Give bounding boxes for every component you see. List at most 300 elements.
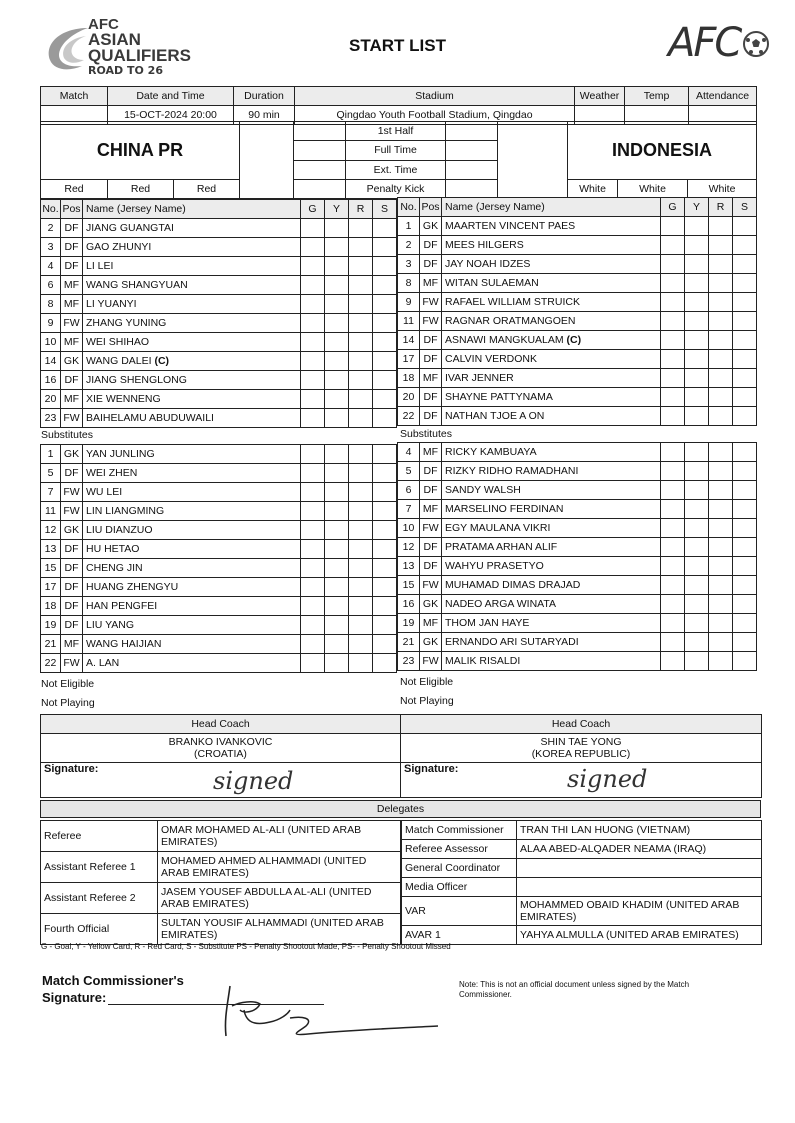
substitute-cell xyxy=(733,350,757,369)
player-name: WEI ZHEN xyxy=(83,464,301,483)
player-position: GK xyxy=(61,521,83,540)
player-position: DF xyxy=(61,540,83,559)
goal-cell xyxy=(301,559,325,578)
yellow-card-cell xyxy=(685,614,709,633)
fourth-official-role: Fourth Official xyxy=(41,914,158,945)
home-signature-label: Signature: xyxy=(44,763,99,775)
player-position: GK xyxy=(61,445,83,464)
substitute-cell xyxy=(733,633,757,652)
player-row xyxy=(398,462,757,481)
home-signature: signed xyxy=(213,767,294,795)
red-card-cell xyxy=(709,236,733,255)
player-number: 19 xyxy=(398,614,420,633)
player-name: MARSELINO FERDINAN xyxy=(442,500,661,519)
red-card-cell xyxy=(349,276,373,295)
player-number: 21 xyxy=(398,633,420,652)
player-row xyxy=(398,293,757,312)
red-card-cell xyxy=(709,538,733,557)
player-name: YAN JUNLING xyxy=(83,445,301,464)
assistant-referee-2-name: JASEM YOUSEF ABDULLA AL-ALI (UNITED ARAB EMIRATES) xyxy=(158,883,401,914)
goal-cell xyxy=(301,616,325,635)
football-icon xyxy=(742,30,770,58)
player-name: WITAN SULAEMAN xyxy=(442,274,661,293)
yellow-card-cell xyxy=(685,369,709,388)
goal-cell xyxy=(661,614,685,633)
player-position: FW xyxy=(420,652,442,671)
substitute-cell xyxy=(373,654,397,673)
away-head-coach-label: Head Coach xyxy=(401,715,762,734)
yellow-card-cell xyxy=(685,388,709,407)
substitute-cell xyxy=(373,483,397,502)
goal-cell xyxy=(301,333,325,352)
player-number: 8 xyxy=(41,295,61,314)
goal-cell xyxy=(301,390,325,409)
red-card-cell xyxy=(709,576,733,595)
goal-cell xyxy=(661,652,685,671)
player-number: 3 xyxy=(398,255,420,274)
player-position: MF xyxy=(61,295,83,314)
yellow-card-cell xyxy=(685,236,709,255)
player-row xyxy=(41,314,397,333)
player-name: A. LAN xyxy=(83,654,301,673)
player-number: 2 xyxy=(41,219,61,238)
red-card-cell xyxy=(709,614,733,633)
player-position: DF xyxy=(420,388,442,407)
goal-cell xyxy=(661,407,685,426)
substitute-cell xyxy=(373,635,397,654)
goal-cell xyxy=(661,595,685,614)
col-g: G xyxy=(661,198,685,217)
yellow-card-cell xyxy=(685,557,709,576)
player-number: 20 xyxy=(41,390,61,409)
col-attendance: Attendance xyxy=(689,87,757,106)
player-number: 22 xyxy=(41,654,61,673)
player-name: GAO ZHUNYI xyxy=(83,238,301,257)
player-name: HU HETAO xyxy=(83,540,301,559)
player-name: THOM JAN HAYE xyxy=(442,614,661,633)
home-signature-cell xyxy=(41,763,401,798)
player-position: DF xyxy=(420,331,442,350)
yellow-card-cell xyxy=(685,652,709,671)
player-name: WAHYU PRASETYO xyxy=(442,557,661,576)
referee-assessor-name: ALAA ABED-ALQADER NEAMA (IRAQ) xyxy=(517,840,762,859)
player-position: DF xyxy=(420,350,442,369)
substitute-cell xyxy=(733,331,757,350)
red-card-cell xyxy=(349,409,373,428)
col-match: Match xyxy=(41,87,108,106)
substitute-cell xyxy=(733,407,757,426)
away-coach-country: (KOREA REPUBLIC) xyxy=(531,748,631,760)
red-card-cell xyxy=(349,314,373,333)
referee-name: OMAR MOHAMED AL-ALI (UNITED ARAB EMIRATES) xyxy=(158,821,401,852)
yellow-card-cell xyxy=(325,409,349,428)
goal-cell xyxy=(661,217,685,236)
player-row xyxy=(41,276,397,295)
away-pk-score xyxy=(446,180,498,199)
red-card-cell xyxy=(709,557,733,576)
substitute-cell xyxy=(373,409,397,428)
player-row xyxy=(398,350,757,369)
red-card-cell xyxy=(709,500,733,519)
yellow-card-cell xyxy=(685,595,709,614)
player-number: 13 xyxy=(398,557,420,576)
substitute-cell xyxy=(373,464,397,483)
col-name: Name (Jersey Name) xyxy=(442,198,661,217)
goal-cell xyxy=(661,500,685,519)
player-name: WANG HAIJIAN xyxy=(83,635,301,654)
player-name: WU LEI xyxy=(83,483,301,502)
yellow-card-cell xyxy=(325,578,349,597)
home-ft-score xyxy=(294,141,346,160)
player-number: 5 xyxy=(398,462,420,481)
player-name: RAFAEL WILLIAM STRUICK xyxy=(442,293,661,312)
player-row xyxy=(41,616,397,635)
goal-cell xyxy=(661,633,685,652)
red-card-cell xyxy=(709,595,733,614)
match-info-table xyxy=(40,86,757,125)
player-row xyxy=(41,597,397,616)
player-name: XIE WENNENG xyxy=(83,390,301,409)
player-number: 23 xyxy=(41,409,61,428)
away-ft-score xyxy=(446,141,498,160)
col-no: No. xyxy=(41,200,61,219)
goal-cell xyxy=(301,371,325,390)
substitute-cell xyxy=(373,521,397,540)
goal-cell xyxy=(301,540,325,559)
home-half-score xyxy=(294,122,346,141)
yellow-card-cell xyxy=(685,217,709,236)
goal-cell xyxy=(301,483,325,502)
player-row xyxy=(398,576,757,595)
player-name: HAN PENGFEI xyxy=(83,597,301,616)
red-card-cell xyxy=(709,443,733,462)
player-position: DF xyxy=(420,481,442,500)
player-position: MF xyxy=(61,390,83,409)
player-number: 1 xyxy=(41,445,61,464)
home-head-coach-label: Head Coach xyxy=(41,715,401,734)
player-name: PRATAMA ARHAN ALIF xyxy=(442,538,661,557)
player-name: MUHAMAD DIMAS DRAJAD xyxy=(442,576,661,595)
red-card-cell xyxy=(709,217,733,236)
player-row xyxy=(398,538,757,557)
delegates-right-table xyxy=(401,820,762,945)
player-position: MF xyxy=(420,614,442,633)
media-officer-role: Media Officer xyxy=(402,878,517,897)
player-position: DF xyxy=(61,219,83,238)
referee-role: Referee xyxy=(41,821,158,852)
player-name: LI YUANYI xyxy=(83,295,301,314)
player-position: FW xyxy=(61,483,83,502)
away-substitutes-table xyxy=(397,442,757,671)
player-position: GK xyxy=(61,352,83,371)
goal-cell xyxy=(301,464,325,483)
player-row xyxy=(398,331,757,350)
assistant-referee-1-name: MOHAMED AHMED ALHAMMADI (UNITED ARAB EMIRATES) xyxy=(158,852,401,883)
player-position: DF xyxy=(61,578,83,597)
player-position: FW xyxy=(61,654,83,673)
player-name: IVAR JENNER xyxy=(442,369,661,388)
red-card-cell xyxy=(709,312,733,331)
player-number: 10 xyxy=(41,333,61,352)
player-row xyxy=(41,371,397,390)
player-number: 20 xyxy=(398,388,420,407)
player-number: 4 xyxy=(41,257,61,276)
goal-cell xyxy=(661,557,685,576)
player-number: 17 xyxy=(398,350,420,369)
player-position: DF xyxy=(61,559,83,578)
player-position: MF xyxy=(420,443,442,462)
player-position: FW xyxy=(420,312,442,331)
yellow-card-cell xyxy=(325,597,349,616)
substitute-cell xyxy=(733,481,757,500)
captain-marker: (C) xyxy=(154,355,170,367)
player-name: LIU DIANZUO xyxy=(83,521,301,540)
player-number: 11 xyxy=(398,312,420,331)
player-row xyxy=(41,219,397,238)
date-time-value: 15-OCT-2024 20:00 xyxy=(108,106,234,125)
player-name: LI LEI xyxy=(83,257,301,276)
player-number: 6 xyxy=(41,276,61,295)
away-not-playing-label: Not Playing xyxy=(400,695,454,707)
player-row xyxy=(398,217,757,236)
red-card-cell xyxy=(349,257,373,276)
goal-cell xyxy=(301,654,325,673)
avar-1-name: YAHYA ALMULLA (UNITED ARAB EMIRATES) xyxy=(517,926,762,945)
player-position: MF xyxy=(61,333,83,352)
player-position: FW xyxy=(61,314,83,333)
general-coordinator-name xyxy=(517,859,762,878)
red-card-cell xyxy=(709,350,733,369)
substitute-cell xyxy=(733,519,757,538)
player-row xyxy=(41,464,397,483)
away-color-1: White xyxy=(568,180,618,199)
player-position: GK xyxy=(420,217,442,236)
yellow-card-cell xyxy=(685,350,709,369)
player-position: MF xyxy=(420,274,442,293)
afc-mark: AFC xyxy=(668,20,741,66)
home-score-cell xyxy=(240,122,294,199)
red-card-cell xyxy=(709,369,733,388)
red-card-cell xyxy=(349,464,373,483)
away-head-coach xyxy=(401,734,762,763)
goal-cell xyxy=(661,538,685,557)
yellow-card-cell xyxy=(325,219,349,238)
player-name: SHAYNE PATTYNAMA xyxy=(442,388,661,407)
goal-cell xyxy=(301,257,325,276)
player-position: DF xyxy=(61,616,83,635)
player-number: 10 xyxy=(398,519,420,538)
substitute-cell xyxy=(733,388,757,407)
player-position: GK xyxy=(420,595,442,614)
col-s: S xyxy=(733,198,757,217)
player-row xyxy=(398,500,757,519)
player-row xyxy=(41,295,397,314)
red-card-cell xyxy=(349,559,373,578)
home-color-2: Red xyxy=(108,180,174,199)
substitute-cell xyxy=(733,255,757,274)
player-row xyxy=(41,257,397,276)
col-date-time: Date and Time xyxy=(108,87,234,106)
substitute-cell xyxy=(373,276,397,295)
player-name: RICKY KAMBUAYA xyxy=(442,443,661,462)
yellow-card-cell xyxy=(325,502,349,521)
substitute-cell xyxy=(733,595,757,614)
goal-cell xyxy=(661,443,685,462)
goal-cell xyxy=(661,369,685,388)
player-number: 1 xyxy=(398,217,420,236)
player-number: 23 xyxy=(398,652,420,671)
delegates-left-table xyxy=(40,820,401,945)
goal-cell xyxy=(301,314,325,333)
player-position: DF xyxy=(420,255,442,274)
substitute-cell xyxy=(373,352,397,371)
yellow-card-cell xyxy=(325,559,349,578)
red-card-cell xyxy=(349,521,373,540)
player-number: 3 xyxy=(41,238,61,257)
goal-cell xyxy=(301,295,325,314)
player-row xyxy=(398,236,757,255)
substitute-cell xyxy=(373,371,397,390)
goal-cell xyxy=(661,312,685,331)
home-team-name: CHINA PR xyxy=(41,122,240,180)
yellow-card-cell xyxy=(325,464,349,483)
substitute-cell xyxy=(373,559,397,578)
substitute-cell xyxy=(733,217,757,236)
player-position: FW xyxy=(420,576,442,595)
red-card-cell xyxy=(349,352,373,371)
substitute-cell xyxy=(733,293,757,312)
player-name: EGY MAULANA VIKRI xyxy=(442,519,661,538)
substitute-cell xyxy=(733,236,757,255)
yellow-card-cell xyxy=(325,352,349,371)
red-card-cell xyxy=(709,407,733,426)
player-name: LIN LIANGMING xyxy=(83,502,301,521)
yellow-card-cell xyxy=(685,407,709,426)
substitute-cell xyxy=(733,614,757,633)
substitute-cell xyxy=(373,314,397,333)
player-row xyxy=(398,633,757,652)
col-g: G xyxy=(301,200,325,219)
player-row xyxy=(41,540,397,559)
logo-line-1: AFC xyxy=(88,16,119,33)
player-row xyxy=(41,654,397,673)
col-pos: Pos xyxy=(61,200,83,219)
away-color-3: White xyxy=(688,180,757,199)
player-row xyxy=(41,521,397,540)
player-position: DF xyxy=(420,407,442,426)
player-name: WEI SHIHAO xyxy=(83,333,301,352)
player-row xyxy=(41,409,397,428)
player-number: 16 xyxy=(398,595,420,614)
stadium-value: Qingdao Youth Football Stadium, Qingdao xyxy=(295,106,575,125)
home-substitutes-label: Substitutes xyxy=(41,429,93,441)
player-number: 12 xyxy=(41,521,61,540)
col-duration: Duration xyxy=(234,87,295,106)
delegates-title: Delegates xyxy=(40,800,761,818)
player-position: DF xyxy=(420,538,442,557)
player-number: 11 xyxy=(41,502,61,521)
yellow-card-cell xyxy=(325,371,349,390)
player-row xyxy=(398,595,757,614)
goal-cell xyxy=(661,519,685,538)
logo-line-2: ASIAN xyxy=(88,30,141,49)
yellow-card-cell xyxy=(685,481,709,500)
col-name: Name (Jersey Name) xyxy=(83,200,301,219)
away-not-eligible-label: Not Eligible xyxy=(400,676,454,688)
player-name: HUANG ZHENGYU xyxy=(83,578,301,597)
goal-cell xyxy=(661,481,685,500)
yellow-card-cell xyxy=(325,295,349,314)
red-card-cell xyxy=(709,274,733,293)
player-position: MF xyxy=(61,276,83,295)
player-position: DF xyxy=(420,557,442,576)
red-card-cell xyxy=(349,540,373,559)
away-signature: signed xyxy=(567,765,648,793)
red-card-cell xyxy=(349,635,373,654)
yellow-card-cell xyxy=(325,314,349,333)
player-number: 19 xyxy=(41,616,61,635)
player-position: DF xyxy=(61,257,83,276)
player-row xyxy=(41,635,397,654)
commissioner-signature-label-1: Match Commissioner's xyxy=(42,973,184,988)
player-position: DF xyxy=(420,236,442,255)
player-name: CALVIN VERDONK xyxy=(442,350,661,369)
player-number: 22 xyxy=(398,407,420,426)
player-name: LIU YANG xyxy=(83,616,301,635)
red-card-cell xyxy=(349,597,373,616)
period-ext-time: Ext. Time xyxy=(346,160,446,179)
goal-cell xyxy=(301,352,325,371)
player-row xyxy=(41,502,397,521)
player-number: 15 xyxy=(398,576,420,595)
player-number: 6 xyxy=(398,481,420,500)
player-row xyxy=(41,559,397,578)
away-team-name: INDONESIA xyxy=(568,122,757,180)
match-commissioner-role: Match Commissioner xyxy=(402,821,517,840)
player-row xyxy=(398,614,757,633)
yellow-card-cell xyxy=(685,500,709,519)
yellow-card-cell xyxy=(325,654,349,673)
goal-cell xyxy=(661,293,685,312)
red-card-cell xyxy=(349,616,373,635)
player-number: 16 xyxy=(41,371,61,390)
fourth-official-name: SULTAN YOUSIF ALHAMMADI (UNITED ARAB EMIRATES) xyxy=(158,914,401,945)
player-row xyxy=(398,481,757,500)
substitute-cell xyxy=(733,500,757,519)
goal-cell xyxy=(661,388,685,407)
yellow-card-cell xyxy=(325,276,349,295)
yellow-card-cell xyxy=(685,538,709,557)
substitute-cell xyxy=(733,576,757,595)
match-commissioner-name: TRAN THI LAN HUONG (VIETNAM) xyxy=(517,821,762,840)
player-row xyxy=(398,369,757,388)
col-s: S xyxy=(373,200,397,219)
player-name: CHENG JIN xyxy=(83,559,301,578)
red-card-cell xyxy=(349,502,373,521)
substitute-cell xyxy=(373,540,397,559)
away-signature-cell xyxy=(401,763,762,798)
home-coach-country: (CROATIA) xyxy=(194,748,247,760)
red-card-cell xyxy=(709,481,733,500)
general-coordinator-role: General Coordinator xyxy=(402,859,517,878)
yellow-card-cell xyxy=(325,333,349,352)
player-number: 18 xyxy=(41,597,61,616)
player-number: 9 xyxy=(398,293,420,312)
media-officer-name xyxy=(517,878,762,897)
yellow-card-cell xyxy=(685,443,709,462)
col-y: Y xyxy=(325,200,349,219)
substitute-cell xyxy=(733,652,757,671)
